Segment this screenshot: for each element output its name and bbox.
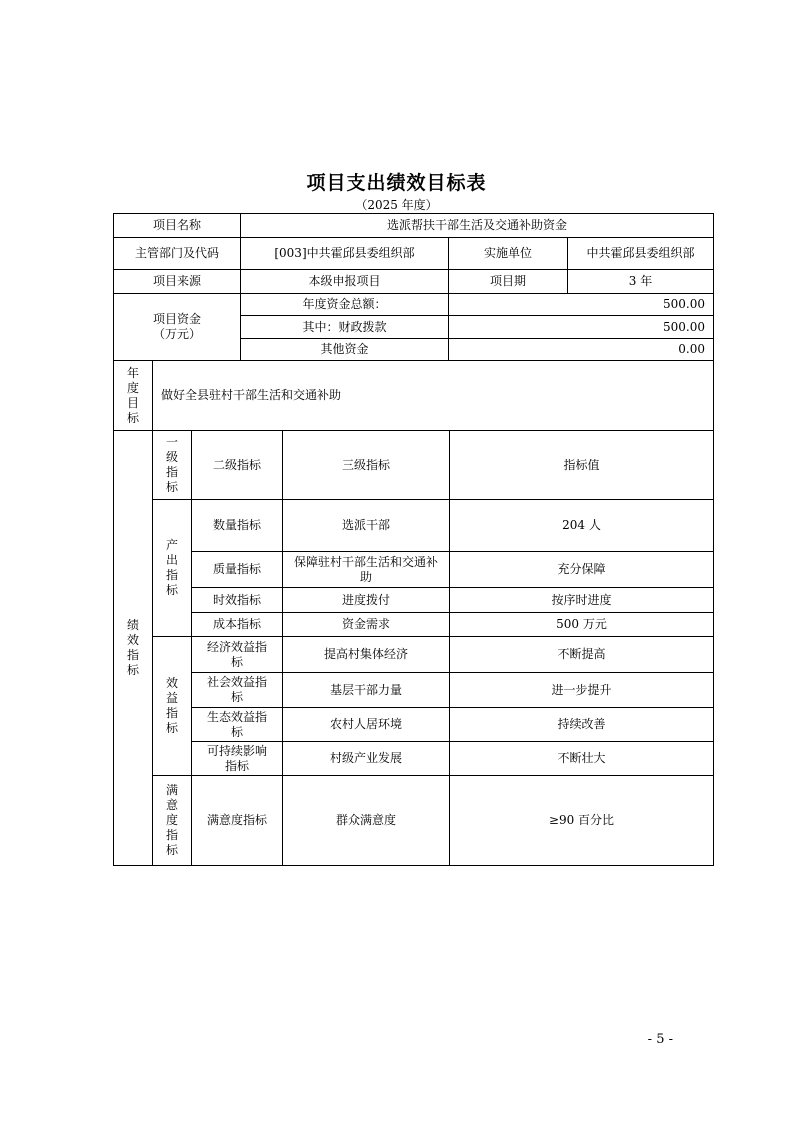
total-funds-label: 年度资金总额： <box>240 293 449 316</box>
table-row-value: 不断提高 <box>449 636 714 673</box>
head-level2: 二级指标 <box>191 430 283 500</box>
table-row-level2: 成本指标 <box>191 612 283 637</box>
head-level3: 三级指标 <box>282 430 450 500</box>
fiscal-funds-label: 其中：财政拨款 <box>240 315 449 339</box>
table-row-level2: 经济效益指标 <box>191 636 283 673</box>
table-row-level3: 基层干部力量 <box>282 672 450 708</box>
project-name-label: 项目名称 <box>113 213 241 238</box>
table-row-level3: 保障驻村干部生活和交通补助 <box>282 551 450 588</box>
other-funds-label: 其他资金 <box>240 338 449 361</box>
table-row-level2: 生态效益指标 <box>191 707 283 742</box>
unit-value: 中共霍邱县委组织部 <box>567 237 714 270</box>
table-row-level2: 可持续影响指标 <box>191 741 283 776</box>
table-row-value: 进一步提升 <box>449 672 714 708</box>
table-row-level3: 资金需求 <box>282 612 450 637</box>
table-row-level3: 提高村集体经济 <box>282 636 450 673</box>
table-row-level2: 满意度指标 <box>191 775 283 866</box>
annual-goal-label-text: 年度目标 <box>126 365 139 425</box>
table-row-level2: 质量指标 <box>191 551 283 588</box>
page-title: 项目支出绩效目标表 <box>306 172 487 194</box>
period-value: 3 年 <box>567 269 714 294</box>
source-label: 项目来源 <box>113 269 241 294</box>
benefit-indicators-label <box>152 636 192 776</box>
table-row-value: ≥90 百分比 <box>449 775 714 866</box>
unit-label: 实施单位 <box>448 237 568 270</box>
total-funds-value: 500.00 <box>448 293 714 316</box>
annual-goal-label <box>113 360 153 431</box>
funds-label-line2: （万元） <box>152 327 201 341</box>
table-row-value: 按序时进度 <box>449 587 714 613</box>
table-row-value: 500 万元 <box>449 612 714 637</box>
satisfaction-indicators-label-text: 满意度指标 <box>165 783 178 857</box>
head-value: 指标值 <box>449 430 714 500</box>
source-value: 本级申报项目 <box>240 269 449 294</box>
table-row-value: 充分保障 <box>449 551 714 588</box>
table-row-level3: 村级产业发展 <box>282 741 450 776</box>
performance-indicators-label-text: 绩效指标 <box>126 618 139 677</box>
table-row-level2: 数量指标 <box>191 499 283 552</box>
fiscal-funds-value: 500.00 <box>448 315 714 339</box>
table-row-value: 204 人 <box>449 499 714 552</box>
table-row-level3: 群众满意度 <box>282 775 450 866</box>
page-subtitle: （2025 年度） <box>355 198 438 212</box>
performance-indicators-label <box>113 430 153 866</box>
benefit-indicators-label-text: 效益指标 <box>165 676 178 735</box>
table-row-level3: 农村人居环境 <box>282 707 450 742</box>
satisfaction-indicators-label <box>152 775 192 866</box>
table-row-level2: 社会效益指标 <box>191 672 283 708</box>
page-number: - 5 - <box>647 1032 673 1047</box>
other-funds-value: 0.00 <box>448 338 714 361</box>
table-row-level3: 选派干部 <box>282 499 450 552</box>
head-level1 <box>152 430 192 500</box>
funds-label <box>113 293 241 361</box>
table-row-value: 持续改善 <box>449 707 714 742</box>
period-label: 项目期 <box>448 269 568 294</box>
output-indicators-label <box>152 499 192 637</box>
table-row-value: 不断壮大 <box>449 741 714 776</box>
annual-goal-value: 做好全县驻村干部生活和交通补助 <box>152 360 714 431</box>
output-indicators-label-text: 产出指标 <box>165 538 178 597</box>
project-name-value: 选派帮扶干部生活及交通补助资金 <box>240 213 714 238</box>
head-level1-text: 一级指标 <box>165 435 178 494</box>
dept-label: 主管部门及代码 <box>113 237 241 270</box>
table-row-level3: 进度拨付 <box>282 587 450 613</box>
table-row-level2: 时效指标 <box>191 587 283 613</box>
funds-label-line1: 项目资金 <box>152 312 201 326</box>
dept-value: [003]中共霍邱县委组织部 <box>240 237 449 270</box>
